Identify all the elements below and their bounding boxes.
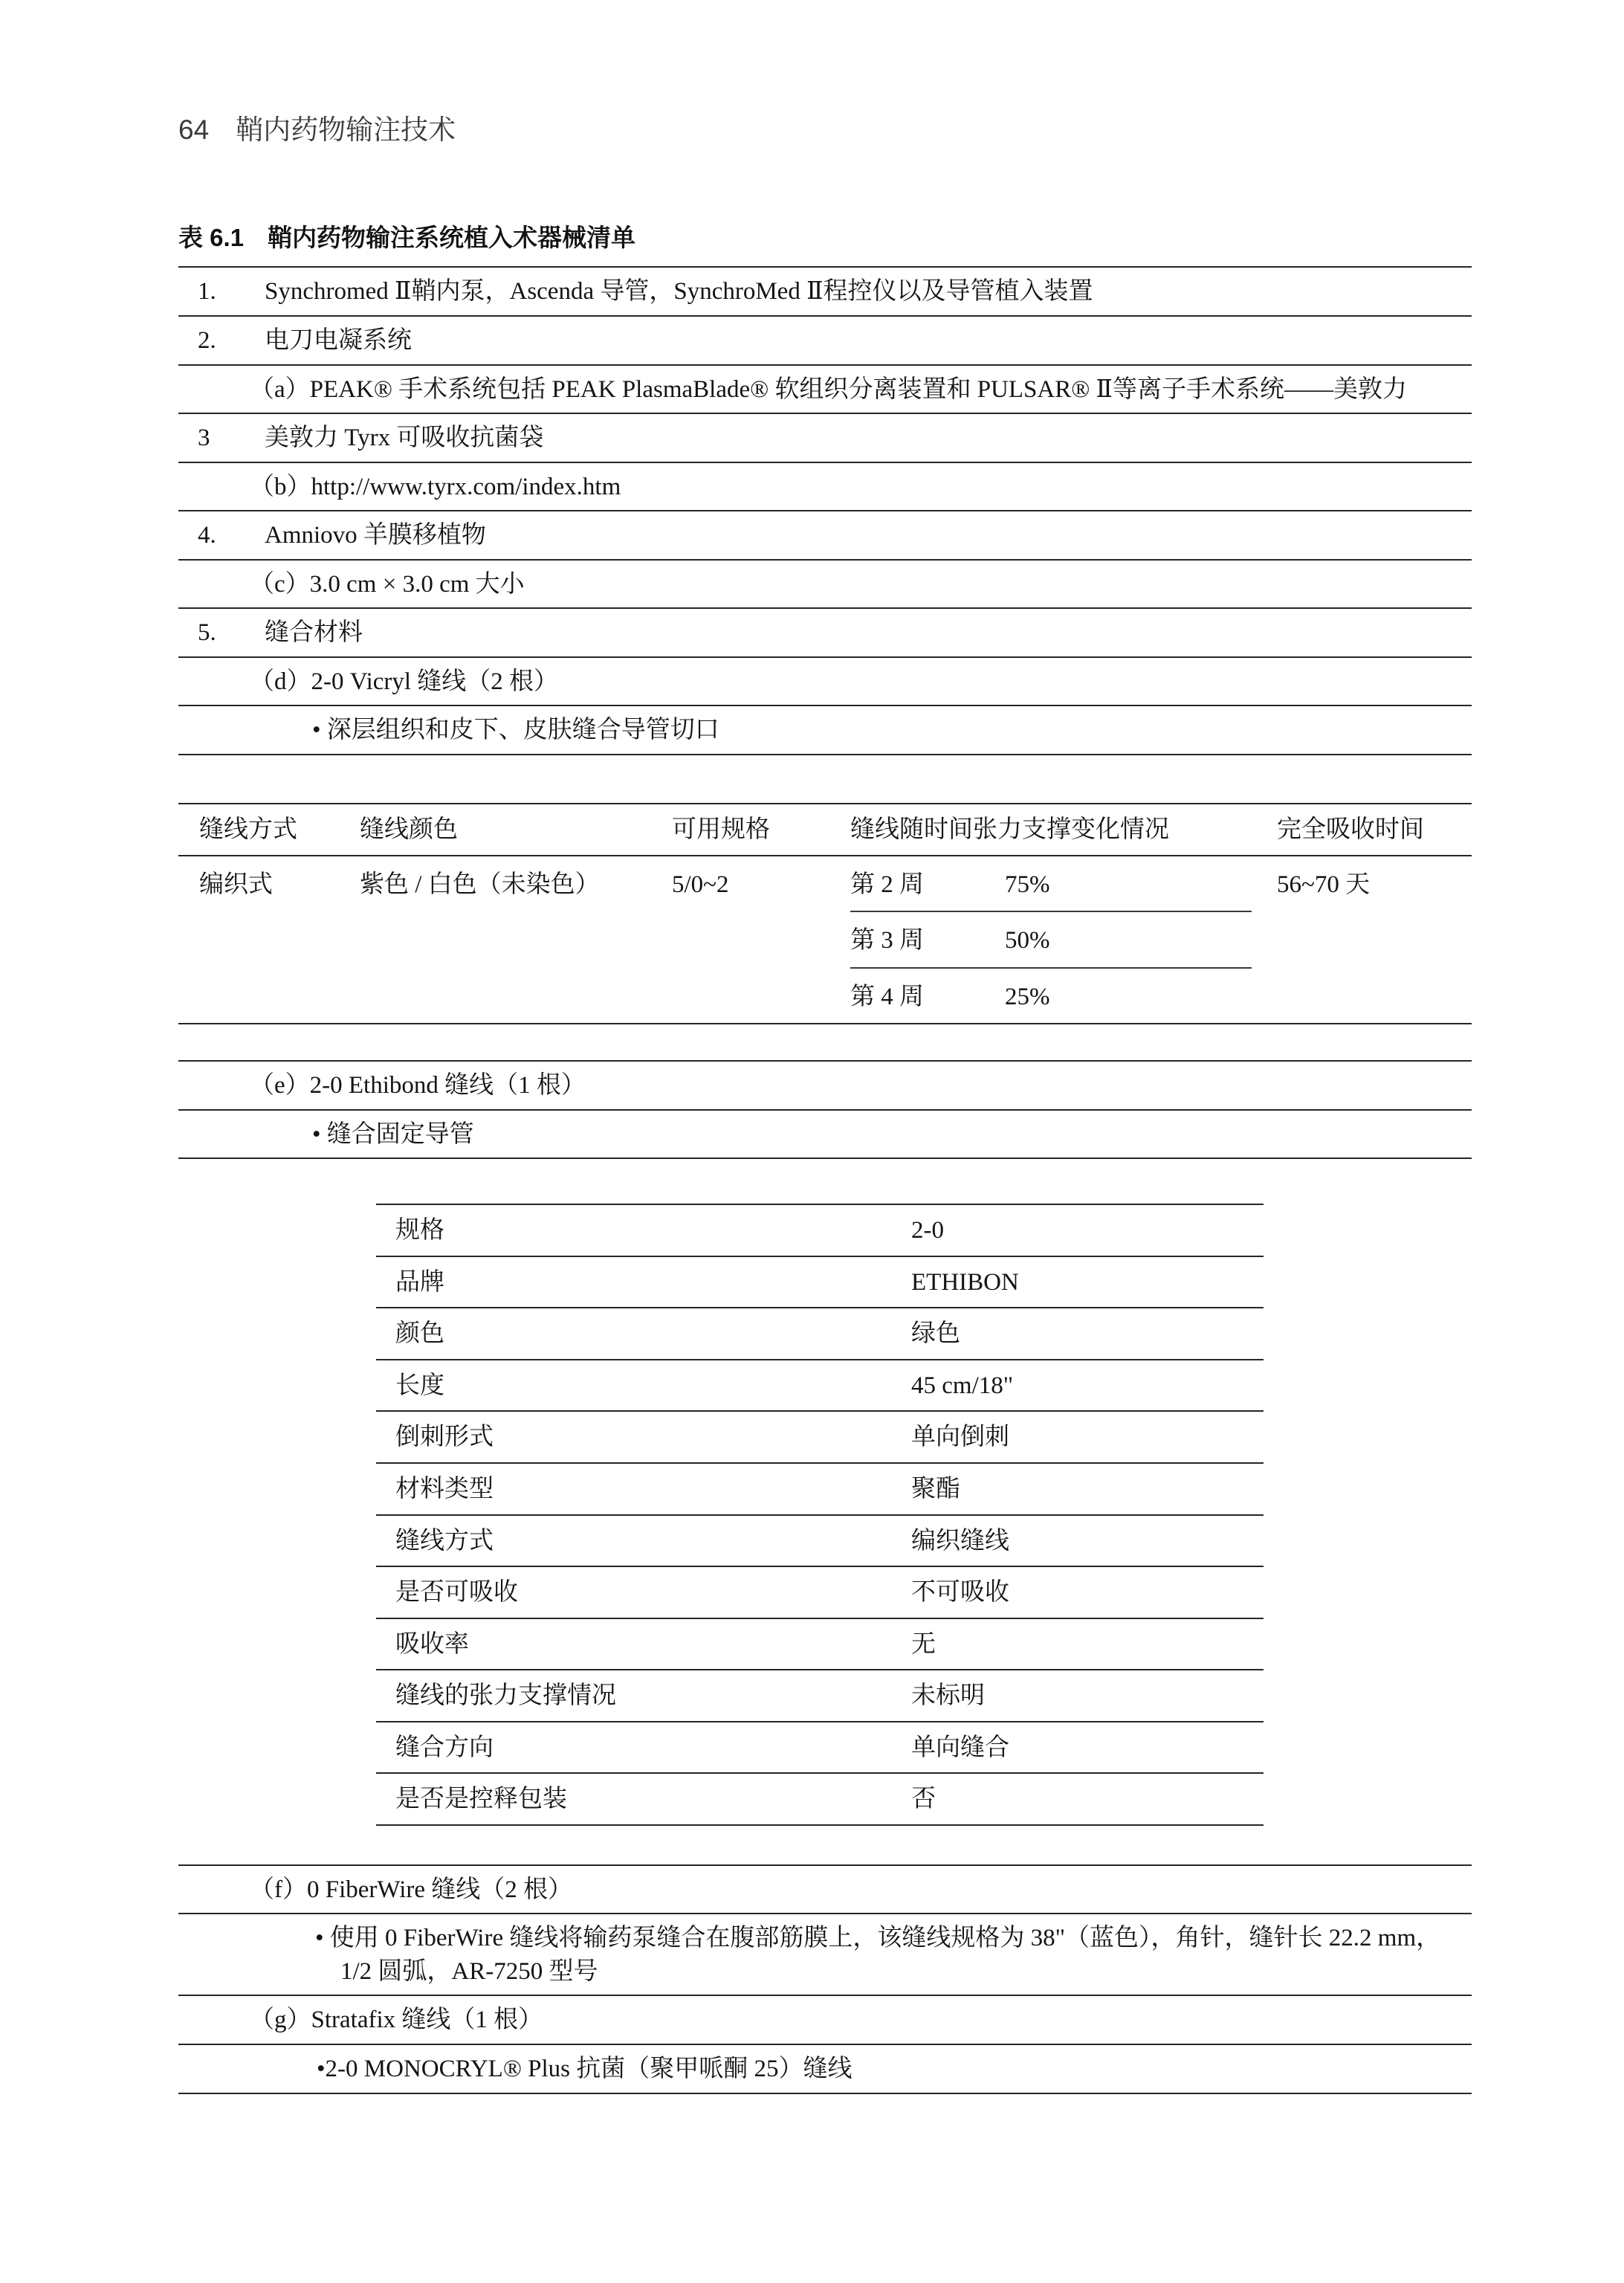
item-text: 美敦力 Tyrx 可吸收抗菌袋 — [265, 424, 544, 452]
table-row — [178, 561, 1472, 610]
column-header-absorption: 完全吸收时间 — [1277, 816, 1424, 843]
vicryl-table-header — [178, 804, 1472, 856]
bullet-text: • 深层组织和皮下、皮肤缝合导管切口 — [312, 717, 719, 744]
item-text: Synchromed Ⅱ鞘内泵，Ascenda 导管，SynchroMed Ⅱ程控仪以及导管植入装置 — [265, 278, 1093, 306]
spec-value: 单向缝合 — [911, 1734, 1009, 1761]
item-text: （f）0 FiberWire 缝线（2 根） — [250, 1876, 573, 1903]
item-number: 4. — [198, 522, 216, 549]
item-text: （c）3.0 cm × 3.0 cm 大小 — [250, 570, 525, 598]
table-row — [178, 268, 1472, 317]
spec-row — [376, 1464, 1264, 1516]
item-text: （d）2-0 Vicryl 缝线（2 根） — [250, 668, 559, 695]
table-row — [178, 2045, 1472, 2094]
spec-label: 是否可吸收 — [395, 1579, 518, 1607]
table-row — [178, 706, 1472, 755]
tension-pct: 50% — [1005, 927, 1050, 955]
table-row — [178, 658, 1472, 707]
tension-row — [850, 856, 1252, 913]
equipment-table — [178, 266, 1472, 755]
ethibond-spec-table — [376, 1204, 1264, 1826]
column-header-sizes: 可用规格 — [672, 816, 770, 843]
tension-subtable — [850, 856, 1252, 1024]
vicryl-table-row — [178, 856, 1472, 1024]
spec-row — [376, 1774, 1264, 1826]
spec-value: 45 cm/18" — [911, 1372, 1014, 1399]
tension-row — [850, 912, 1252, 969]
spec-row — [376, 1619, 1264, 1671]
page-header — [178, 112, 1472, 149]
table-row — [178, 463, 1472, 512]
table-caption — [178, 222, 1472, 255]
fiberwire-stratafix-rows — [178, 1864, 1472, 2094]
column-header-color: 缝线颜色 — [360, 816, 458, 843]
cell-sizes: 5/0~2 — [672, 871, 729, 898]
spec-row — [376, 1722, 1264, 1775]
table-row — [178, 609, 1472, 658]
spec-label: 缝线的张力支撑情况 — [395, 1682, 616, 1710]
spec-label: 规格 — [395, 1217, 444, 1244]
spec-row — [376, 1308, 1264, 1360]
spec-value: 无 — [911, 1630, 936, 1658]
cell-absorption: 56~70 天 — [1277, 871, 1371, 898]
table-row — [178, 366, 1472, 415]
item-number: 3 — [198, 424, 210, 452]
bullet-text: •2-0 MONOCRYL® Plus 抗菌（聚甲哌酮 25）缝线 — [317, 2055, 853, 2082]
spec-value: 2-0 — [911, 1217, 944, 1244]
table-row — [178, 317, 1472, 366]
column-header-tension: 缝线随时间张力支撑变化情况 — [850, 816, 1169, 843]
tension-week: 第 3 周 — [850, 927, 924, 955]
spec-value: 聚酯 — [911, 1475, 960, 1502]
tension-week: 第 4 周 — [850, 983, 924, 1010]
item-text: （a）PEAK® 手术系统包括 PEAK PlasmaBlade® 软组织分离装置和 PULSAR® Ⅱ等离子手术系统——美敦力 — [250, 375, 1407, 403]
item-text: 电刀电凝系统 — [265, 327, 412, 355]
spec-label: 颜色 — [395, 1320, 444, 1348]
bullet-text: • 缝合固定导管 — [312, 1120, 474, 1148]
page-number: 64 — [178, 114, 210, 145]
spec-label: 倒刺形式 — [395, 1424, 494, 1451]
table-row — [178, 414, 1472, 463]
item-number: 5. — [198, 619, 216, 647]
spec-row — [376, 1412, 1264, 1464]
tension-week: 第 2 周 — [850, 871, 924, 898]
spec-value: 编织缝线 — [911, 1527, 1009, 1554]
column-header-method: 缝线方式 — [199, 816, 297, 843]
table-row — [178, 1111, 1472, 1160]
table-row — [178, 1866, 1472, 1915]
chapter-title: 鞘内药物输注技术 — [236, 114, 456, 145]
item-text: （e）2-0 Ethibond 缝线（1 根） — [250, 1072, 586, 1099]
table-row — [178, 1062, 1472, 1111]
bullet-text: • 使用 0 FiberWire 缝线将输药泵缝合在腹部筋膜上，该缝线规格为 38"（蓝色），角针，缝针长 22.2 mm，1/2 圆弧，AR-7250 型号 — [315, 1925, 1441, 1985]
spec-label: 材料类型 — [395, 1475, 494, 1502]
spec-label: 缝合方向 — [395, 1734, 494, 1761]
table-row — [178, 1914, 1472, 1996]
item-text: （g）Stratafix 缝线（1 根） — [250, 2006, 543, 2034]
item-number: 1. — [198, 278, 216, 306]
spec-value: 未标明 — [911, 1682, 985, 1710]
spec-row — [376, 1205, 1264, 1257]
table-row — [178, 511, 1472, 561]
spec-label: 品牌 — [395, 1268, 444, 1296]
item-url-text: （b）http://www.tyrx.com/index.htm — [250, 473, 621, 500]
spec-value: 否 — [911, 1786, 936, 1813]
spec-value: ETHIBON — [911, 1268, 1019, 1296]
spec-label: 是否是控释包装 — [395, 1786, 567, 1813]
item-text: Amniovo 羊膜移植物 — [265, 522, 486, 549]
spec-row — [376, 1516, 1264, 1568]
cell-method: 编织式 — [199, 871, 273, 898]
spec-label: 吸收率 — [395, 1630, 469, 1658]
spec-value: 单向倒刺 — [911, 1424, 1009, 1451]
cell-tension — [850, 856, 1277, 1024]
caption-label: 表 6.1 — [178, 223, 245, 251]
tension-row — [850, 969, 1252, 1024]
spec-row — [376, 1360, 1264, 1412]
item-text: 缝合材料 — [265, 619, 363, 647]
spec-value: 绿色 — [911, 1320, 960, 1348]
spec-row — [376, 1257, 1264, 1309]
tension-pct: 25% — [1005, 983, 1050, 1010]
tension-pct: 75% — [1005, 871, 1050, 898]
spec-label: 缝线方式 — [395, 1527, 494, 1554]
table-row — [178, 1996, 1472, 2045]
spec-row — [376, 1670, 1264, 1722]
spec-label: 长度 — [395, 1372, 444, 1399]
ethibond-rows — [178, 1060, 1472, 1159]
spec-value: 不可吸收 — [911, 1579, 1009, 1607]
caption-title: 鞘内药物输注系统植入术器械清单 — [268, 223, 636, 251]
cell-color: 紫色 / 白色（未染色） — [360, 871, 600, 898]
spec-row — [376, 1567, 1264, 1619]
vicryl-spec-table — [178, 803, 1472, 1024]
item-number: 2. — [198, 327, 216, 355]
